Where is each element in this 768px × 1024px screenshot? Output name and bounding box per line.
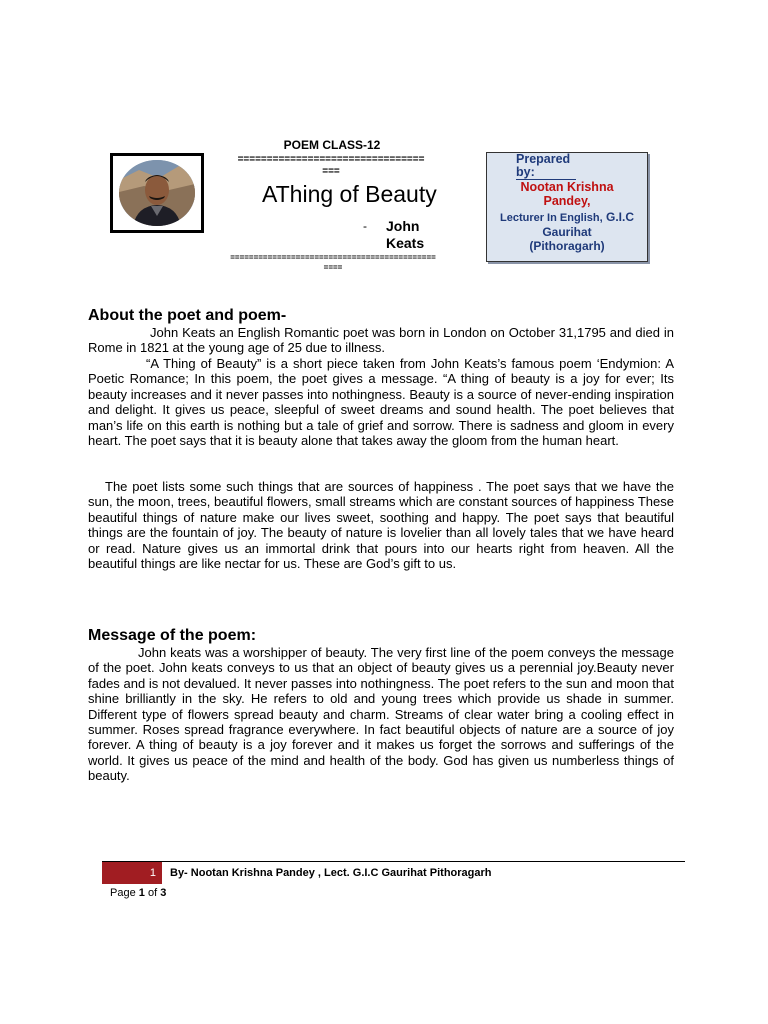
page-current: 1 bbox=[138, 887, 145, 899]
decorative-rule-bottom-end: ==== bbox=[323, 263, 343, 272]
poem-title: AThing of Beauty bbox=[262, 181, 437, 207]
prepared-by-box bbox=[486, 152, 648, 262]
page-indicator bbox=[110, 887, 166, 899]
preparer-role-line bbox=[487, 210, 647, 225]
about-heading: About the poet and poem- bbox=[88, 307, 287, 324]
author-portrait-image bbox=[119, 160, 195, 226]
message-paragraph: John keats was a worshipper of beauty. The very first line of the poem conveys the message of the poet. John keats conveys to us that an object of beauty gives us a perennial joy.Beauty never fades and is not devalued. It never passes into nothingness. The poet refers to the sun and moon that shine brilliantly in the sky. He refers to old and young trees which provide us shade in summer. Different type of flowers spread beauty and charm. Streams of clear water bring a cooling effect in summer. Roses spread fragrance everywhere. In fact beautiful objects of nature are a source of joy forever. A thing of beauty is a joy forever and it makes us forget the sorrows and sufferings of the world. It gives us peace of the mind and health of the body. God has given us numberless things of beauty. bbox=[88, 645, 674, 784]
preparer-role-prefix: Lecturer In English, bbox=[499, 212, 603, 224]
preparer-name-line-2: Pandey, bbox=[543, 194, 591, 208]
footer-divider bbox=[102, 861, 685, 862]
author-dash: - bbox=[363, 219, 367, 233]
about-paragraph-2: “A Thing of Beauty” is a short piece taken from John Keats’s famous poem ‘Endymion: A Poetic Romance; In this poem, the poet gives a message. “A thing of beauty is a joy for ever; Its beauty increases and it never passes into nothingness. Beauty is a source of never-ending inspiration and delight. It gives us peace, sleepful of sweet dreams and sound health. The poet believes that man’s life on this earth is nothing but a tale of grief and sorrow. There is sadness and gloom in every heart. The poet says that it is beauty alone that takes away the gloom from the human heart. bbox=[88, 356, 674, 449]
about-paragraph-1: John Keats an English Romantic poet was born in London on October 31,1795 and died in Rome in 1821 at the young age of 25 due to illness. bbox=[88, 325, 674, 356]
page-of: of bbox=[147, 887, 158, 899]
footer-credit: By- Nootan Krishna Pandey , Lect. G.I.C Gaurihat Pithoragarh bbox=[170, 867, 492, 879]
preparer-role bbox=[487, 210, 647, 253]
page-word: Page bbox=[110, 887, 136, 899]
decorative-rule-top-end: === bbox=[322, 166, 340, 177]
preparer-role-suffix: G.I.C bbox=[602, 210, 635, 224]
about-paragraph-3: The poet lists some such things that are sources of happiness . The poet says that we have the sun, the moon, trees, beautiful flowers, small streams which are constant sources of happiness These beautiful things of nature make our lives sweet, soothing and happy. The poet says that beautiful things are the fountain of joy. The beauty of nature is lovelier than all lovely tales that we have heard or read. Nature gives us an immortal drink that pours into our hearts right from heaven. All the beautiful things are like nectar for us. These are God’s gift to us. bbox=[88, 479, 674, 572]
preparer-name-line-1: Nootan Krishna bbox=[520, 180, 614, 194]
prepared-by-label: by: bbox=[516, 166, 576, 180]
page-total: 3 bbox=[160, 887, 167, 899]
footer-page-number: 1 bbox=[102, 862, 162, 884]
class-label: POEM CLASS-12 bbox=[283, 138, 381, 152]
decorative-rule-bottom: ============================================ bbox=[230, 253, 436, 262]
preparer-place-line-1: Gaurihat bbox=[542, 225, 592, 239]
preparer-name bbox=[487, 180, 647, 208]
author-photo bbox=[110, 153, 204, 233]
author-last-name: Keats bbox=[386, 235, 425, 251]
author-first-name: John bbox=[386, 218, 420, 234]
message-heading: Message of the poem: bbox=[88, 627, 257, 644]
prepared-label: Prepared bbox=[516, 152, 571, 166]
preparer-place-line-2: (Pithoragarh) bbox=[529, 239, 605, 253]
decorative-rule-top: ================================ bbox=[237, 154, 425, 165]
